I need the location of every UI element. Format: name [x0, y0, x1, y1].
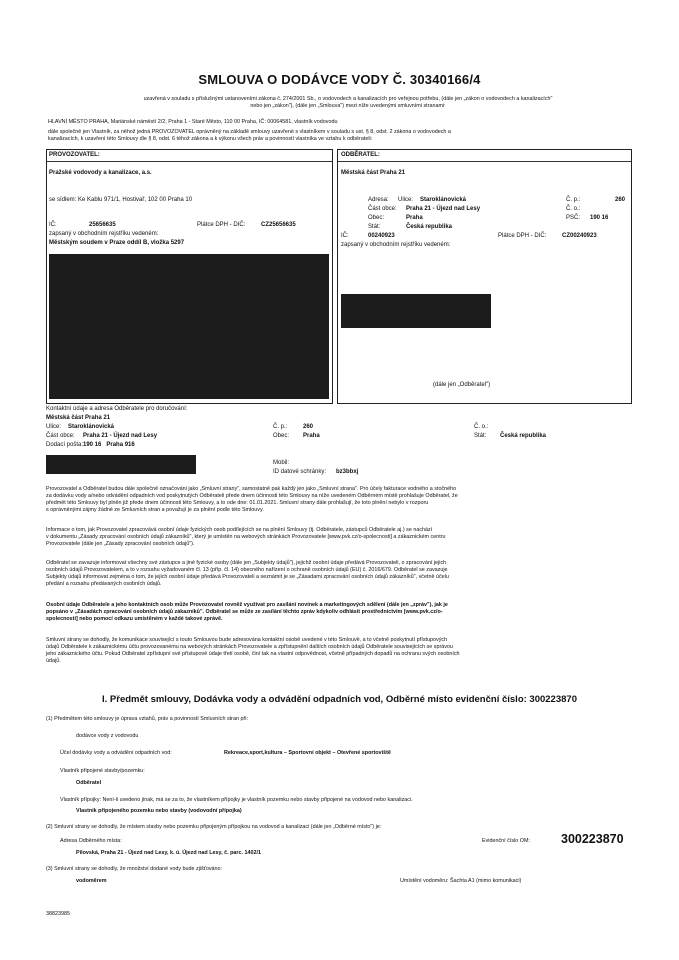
paragraph-line: Provozovatel a Odběratel budou dále společně označováni jako „Smluvní strany", samostatně pak každý jen jako „Smluvní strana". Pro účely fakturace vodného a stočného	[46, 486, 457, 492]
paragraph-line: údajů.	[46, 658, 61, 664]
customer-registry-label: zapsaný v obchodním rejstříku vedeném:	[341, 242, 451, 248]
evidence-number: 300223870	[561, 832, 624, 846]
paragraph-line: Informace o tom, jak Provozovatel zpracovává osobní údaje fyzických osob podílejících se na plnění Smlouvy (tj. Odběratele, zástupců Odběratele aj.) se nachází	[46, 527, 433, 533]
contact-town: Praha	[303, 433, 320, 439]
customer-state-label: Stát:	[368, 224, 381, 230]
meter-location: Umístění vodoměru: Šachta A1 (mimo komunikaci)	[400, 878, 522, 884]
paragraph-line: Subjekty údajů informovat zejména o tom, že jejich osobní údaje předává Provozovateli a seznámit je se „Zásadami zpracování osobních údajů zákazníků", včetně účelu	[46, 574, 449, 580]
contact-databox-label: ID datové schránky:	[273, 469, 327, 475]
redacted-block	[341, 294, 491, 328]
customer-town-label: Obec:	[368, 215, 385, 221]
provider-heading: PROVOZOVATEL:	[49, 152, 100, 158]
contact-post: 190 16 Praha 916	[83, 442, 135, 448]
provider-registry-label: zapsaný v obchodním rejstříku vedeném:	[49, 231, 159, 237]
paragraph-line: předmět této Smlouvy byl plněn již přede dnem účinnosti této Smlouvy, a to ode dne: 01.01.2021. Smluvní strany dále prohlašují, že toto plnění nebylo v rozporu	[46, 500, 429, 506]
customer-psc: 190 16	[590, 215, 609, 221]
provider-dic-label: Plátce DPH - DIČ:	[197, 222, 246, 228]
contact-post-label: Dodací pošta:	[46, 442, 84, 448]
contact-heading: Kontaktní údaje a adresa Odběratele pro doručování:	[46, 406, 188, 412]
contact-street-label: Ulice:	[46, 424, 62, 430]
contact-street: Staroklánovická	[68, 424, 115, 430]
evidence-number-label: Evidenční číslo OM:	[482, 838, 530, 844]
provider-ico-label: IČ:	[49, 222, 57, 228]
redacted-block	[46, 455, 196, 474]
intro-text	[48, 96, 648, 110]
purpose-label: Účel dodávky vody a odvádění odpadních vod:	[60, 750, 172, 756]
contact-state-label: Stát:	[474, 433, 487, 439]
customer-ico-label: IČ:	[341, 233, 349, 239]
document-id: 38823985	[46, 911, 70, 917]
item-2: (2) Smluvní strany se dohodly, že místem stavby nebo pozemku připojeným přípojkou na vodovod a kanalizaci (dále jen „Odběrné místo") je:	[46, 824, 382, 830]
customer-box	[337, 149, 632, 404]
customer-psc-label: PSČ:	[566, 215, 581, 221]
customer-further: (dále jen „Odběratel")	[433, 382, 491, 388]
contact-mobile-label: Mobil:	[273, 460, 290, 466]
divider	[47, 161, 332, 162]
contact-co-label: Č. o.:	[474, 424, 489, 430]
customer-town: Praha	[406, 215, 423, 221]
contact-databox: bz3bbxj	[336, 469, 359, 475]
paragraph-line: Odběratel se zavazuje informovat všechny své zástupce a jiné fyzické osoby (dále jen „Subjekty údajů"), jejichž osobní údaje předává Provozovateli, o zpracování jejich	[46, 560, 447, 566]
contact-town-label: Obec:	[273, 433, 290, 439]
paragraph-line: popsáno v „Zásadách zpracování osobních údajů zákazníků". Odběratel se může ze zasílání těchto zpráv kdykoliv odhlásit prostřednictvím [www.pvk.cz/o-	[46, 609, 443, 615]
contact-cp: 260	[303, 424, 314, 430]
paragraph-communication	[46, 637, 630, 665]
intro-line-1: uzavřená v souladu s příslušnými ustanoveními zákona č. 274/2001 Sb., o vodovodech a kanalizacích pro veřejnou potřebu, (dále jen „zákon o vodovodech a kanalizacích"	[143, 96, 553, 102]
together-line-1: dále společně jen Vlastník, za něhož jedná PROVOZOVATEL oprávněný na základě smlouvy uzavřené s vlastníkem v souladu s ust. § 8, odst. 2 zákona o vodovodech a	[48, 129, 451, 135]
paragraph-line: za dodávku vody a/nebo odvádění odpadních vod poskytnutých Odběrateli přede dnem účinnosti této Smlouvy na níže uvedeném Odběrném místě prohlašuje Odběratel, že	[46, 493, 458, 499]
paragraph-line: předání a rozsahu předávaných osobních údajů.	[46, 581, 162, 587]
building-owner-label: Vlastník připojené stavby/pozemku:	[60, 768, 145, 774]
item-1: (1) Předmětem této smlouvy je úprava vztahů, práv a povinností Smluvních stran při:	[46, 716, 248, 722]
provider-name: Pražské vodovody a kanalizace, a.s.	[49, 170, 152, 176]
paragraph-line: Osobní údaje Odběratele a jeho kontaktních osob může Provozovatel rovněž využívat pro zasílání novinek a marketingových sdělení (dále jen „zpráv"), jak je	[46, 602, 448, 608]
customer-co-label: Č. o.:	[566, 206, 581, 212]
building-owner-value: Odběratel	[76, 780, 102, 786]
customer-dic-label: Plátce DPH - DIČ:	[498, 233, 547, 239]
intro-line-2: nebo jen „zákon"), (dále jen „Smlouva") mezi níže uvedenými smluvními stranami:	[250, 103, 446, 109]
customer-cp-label: Č. p.:	[566, 197, 581, 203]
customer-name: Městská část Praha 21	[341, 170, 406, 176]
paragraph-line: osobních údajů Provozovatelem, a to v rozsahu vyžadovaném čl. 13 (příp. čl. 14) obecného nařízení o ochraně osobních údajů (EU) č. 2016/679. Odběratel se zavazuje	[46, 567, 448, 573]
redacted-block	[49, 254, 329, 399]
paragraph-line: Smluvní strany se dohodly, že komunikace související s touto Smlouvou bude adresována kontaktní osobě uvedené v této Smlouvě, a to včetně poskytnutí přístupových	[46, 637, 448, 643]
contact-part-label: Část obce:	[46, 433, 75, 439]
together-line-2: kanalizacích, k uzavření této Smlouvy dle § 8, odst. 6 téhož zákona a k výkonu všech práv a povinností vlastníka ve vztahu k odběrateli:	[48, 136, 373, 142]
customer-street: Staroklánovická	[420, 197, 467, 203]
item-3: (3) Smluvní strany se dohodly, že množství dodané vody bude zjišťováno:	[46, 866, 223, 872]
provider-ico: 25656635	[89, 222, 116, 228]
together-text	[48, 129, 648, 143]
place-value: Pilovská, Praha 21 - Újezd nad Lesy, k. ú. Újezd nad Lesy, č. parc. 1402/1	[76, 850, 261, 856]
paragraph-line: Provozovatele (dále jen „Zásady zpracování osobních údajů").	[46, 541, 195, 547]
contact-part: Praha 21 - Újezd nad Lesy	[83, 433, 158, 439]
paragraph-parties	[46, 486, 630, 514]
paragraph-line: s oprávněnými zájmy žádné ze Smluvních stran a považují je za plnění podle této Smlouvy.	[46, 507, 264, 513]
customer-address-label: Adresa:	[368, 197, 389, 203]
provider-registry: Městským soudem v Praze oddíl B, vložka 5297	[49, 240, 185, 246]
connection-owner-label: Vlastník přípojky: Není-li uvedeno jinak, má se za to, že vlastníkem přípojky je vlastník pozemku nebo stavby připojené na vodovod nebo kanalizaci.	[60, 797, 413, 803]
customer-heading: ODBĚRATEL:	[341, 152, 380, 158]
customer-part-label: Část obce:	[368, 206, 397, 212]
customer-ico: 00240923	[368, 233, 395, 239]
divider	[338, 161, 631, 162]
page-title: SMLOUVA O DODÁVCE VODY Č. 30340166/4	[198, 72, 481, 87]
customer-part: Praha 21 - Újezd nad Lesy	[406, 206, 481, 212]
contact-state: Česká republika	[500, 433, 547, 439]
paragraph-line: údajů Odběratele k zákaznickému účtu provozovanému na webových stránkách Provozovatele a zpřístupnění dalších osobních údajů Odběratele souvisejících se správou	[46, 644, 453, 650]
paragraph-marketing	[46, 602, 630, 623]
place-label: Adresa Odběrného místa:	[60, 838, 122, 844]
provider-box	[46, 149, 333, 404]
paragraph-line: jeho zákaznického účtu. Pokud Odběratel zpřístupní své přístupové údaje třetí osobě, činí tak na vlastní odpovědnost, včetně případných dopadů na ochranu svých osobních	[46, 651, 460, 657]
paragraph-line: spolecnosti] nebo pomocí odkazu umístěném v každé takové zprávě.	[46, 616, 223, 622]
customer-street-label: Ulice:	[398, 197, 414, 203]
purpose-value: Rekreace,sport,kultura – Sportovní objekt – Otevřené sportoviště	[224, 750, 391, 756]
contact-cp-label: Č. p.:	[273, 424, 288, 430]
owner-line: HLAVNÍ MĚSTO PRAHA, Mariánské náměstí 2/2, Praha 1 - Staré Město, 110 00 Praha, IČ: 00064581, vlastník vodovodu	[48, 119, 338, 125]
provider-seat: se sídlem: Ke Kablu 971/1, Hostivař, 102 00 Praha 10	[49, 197, 193, 203]
contact-name: Městská část Praha 21	[46, 415, 111, 421]
paragraph-privacy	[46, 527, 630, 548]
customer-dic: CZ00240923	[562, 233, 597, 239]
customer-state: Česká republika	[406, 224, 453, 230]
paragraph-line: v dokumentu „Zásady zpracování osobních údajů zákazníků", který je umístěn na webových stránkách Provozovatele [www.pvk.cz/o-spolecnosti] a zákaznickém centru	[46, 534, 446, 540]
supply-type: dodávce vody z vodovodu	[76, 733, 139, 739]
customer-cp: 260	[615, 197, 626, 203]
connection-owner-value: Vlastník připojeného pozemku nebo stavby (vodovodní přípojka)	[76, 808, 242, 814]
paragraph-data-subjects	[46, 560, 630, 588]
meter-type: vodoměrem	[76, 878, 107, 884]
section-title: I. Předmět smlouvy, Dodávka vody a odvádění odpadních vod, Odběrné místo evidenční číslo: 300223870	[102, 694, 577, 705]
provider-dic: CZ25656635	[261, 222, 296, 228]
